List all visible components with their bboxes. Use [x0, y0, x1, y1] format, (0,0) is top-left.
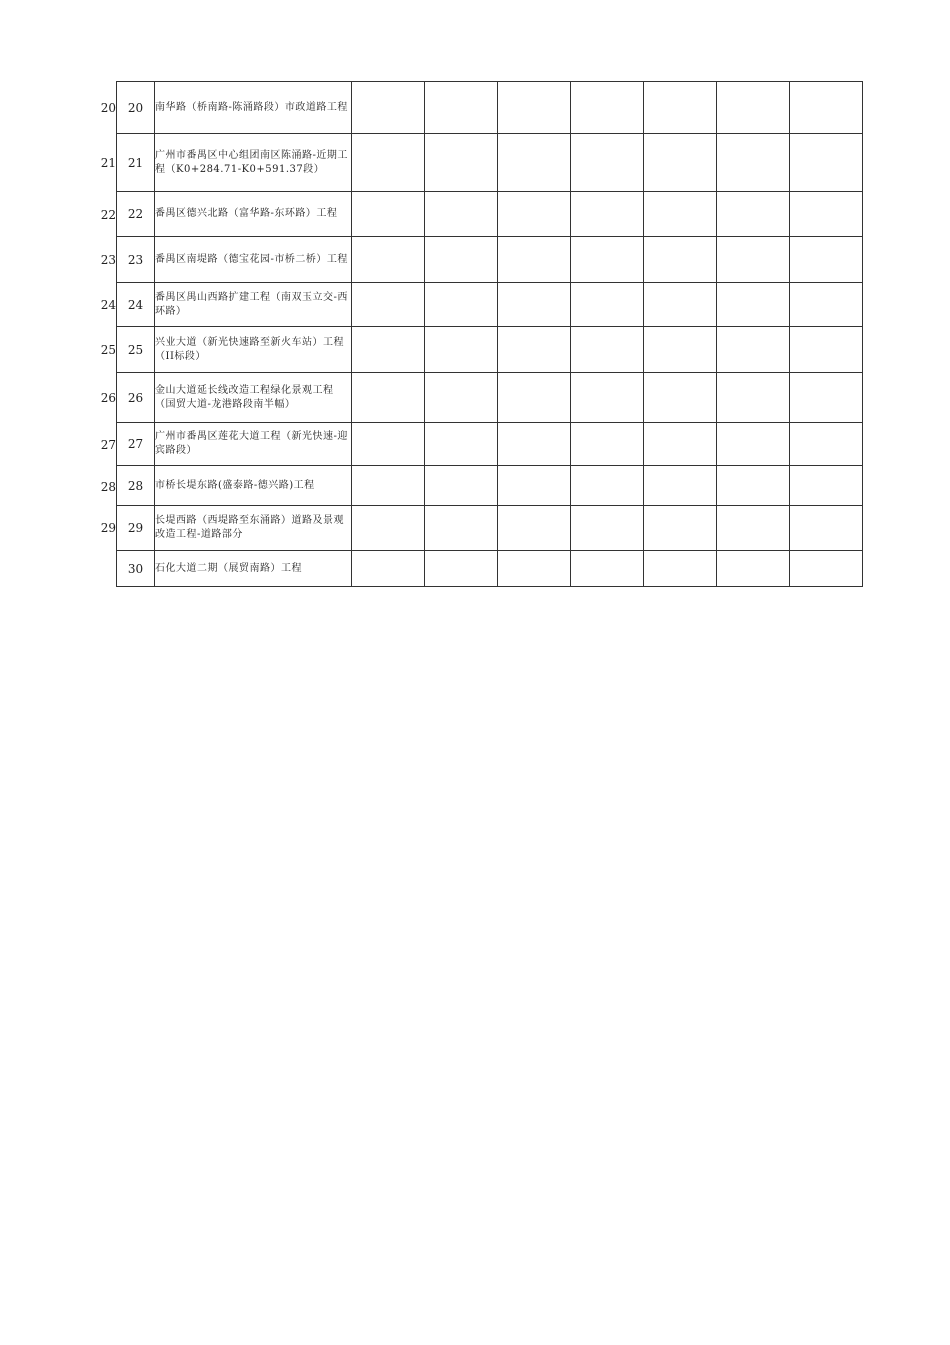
empty-cell: [790, 283, 863, 327]
row-index: 24: [117, 283, 155, 327]
empty-cell: [717, 192, 790, 237]
empty-cell: [425, 327, 498, 373]
row-index: 27: [117, 423, 155, 466]
empty-cell: [790, 327, 863, 373]
empty-cell: [571, 134, 644, 192]
empty-cell: [352, 283, 425, 327]
row-index: 29: [117, 506, 155, 551]
empty-cell: [790, 134, 863, 192]
table-row: [117, 283, 863, 327]
outer-row-number: 21: [100, 156, 116, 170]
empty-cell: [498, 423, 571, 466]
empty-cell: [644, 237, 717, 283]
project-name: 南华路（桥南路-陈涌路段）市政道路工程: [155, 82, 352, 134]
project-name: 市桥长堤东路(盛泰路-德兴路)工程: [155, 466, 352, 506]
empty-cell: [352, 192, 425, 237]
empty-cell: [644, 134, 717, 192]
empty-cell: [644, 82, 717, 134]
empty-cell: [790, 82, 863, 134]
empty-cell: [425, 192, 498, 237]
outer-row-number: 25: [100, 343, 116, 357]
empty-cell: [498, 466, 571, 506]
empty-cell: [498, 237, 571, 283]
empty-cell: [571, 466, 644, 506]
project-name: 番禺区禺山西路扩建工程（南双玉立交-西环路）: [155, 283, 352, 327]
empty-cell: [571, 192, 644, 237]
outer-row-number: 29: [100, 521, 116, 535]
empty-cell: [352, 327, 425, 373]
empty-cell: [717, 134, 790, 192]
empty-cell: [352, 373, 425, 423]
table-row: [117, 82, 863, 134]
empty-cell: [717, 327, 790, 373]
table-row: [117, 466, 863, 506]
empty-cell: [790, 237, 863, 283]
empty-cell: [352, 237, 425, 283]
empty-cell: [717, 373, 790, 423]
empty-cell: [352, 506, 425, 551]
empty-cell: [498, 192, 571, 237]
outer-row-number: 24: [100, 298, 116, 312]
project-name: 番禺区德兴北路（富华路-东环路）工程: [155, 192, 352, 237]
empty-cell: [790, 192, 863, 237]
table-row: [117, 373, 863, 423]
project-name: 长堤西路（西堤路至东涌路）道路及景观改造工程-道路部分: [155, 506, 352, 551]
empty-cell: [571, 506, 644, 551]
row-index: 28: [117, 466, 155, 506]
table-row: [117, 423, 863, 466]
empty-cell: [571, 237, 644, 283]
empty-cell: [644, 327, 717, 373]
empty-cell: [425, 506, 498, 551]
outer-row-number: 28: [100, 480, 116, 494]
row-index: 21: [117, 134, 155, 192]
empty-cell: [644, 423, 717, 466]
empty-cell: [790, 551, 863, 587]
empty-cell: [717, 551, 790, 587]
empty-cell: [644, 466, 717, 506]
empty-cell: [571, 373, 644, 423]
empty-cell: [717, 82, 790, 134]
empty-cell: [644, 506, 717, 551]
empty-cell: [425, 82, 498, 134]
empty-cell: [644, 283, 717, 327]
project-name: 番禺区南堤路（德宝花园-市桥二桥）工程: [155, 237, 352, 283]
empty-cell: [790, 466, 863, 506]
empty-cell: [498, 506, 571, 551]
table-row: [117, 551, 863, 587]
empty-cell: [425, 283, 498, 327]
empty-cell: [571, 327, 644, 373]
empty-cell: [352, 134, 425, 192]
project-name: 广州市番禺区中心组团南区陈涌路-近期工程（K0+284.71-K0+591.37段）: [155, 134, 352, 192]
project-name: 金山大道延长线改造工程绿化景观工程（国贸大道-龙港路段南半幅）: [155, 373, 352, 423]
empty-cell: [644, 551, 717, 587]
empty-cell: [498, 327, 571, 373]
table-row: [117, 506, 863, 551]
empty-cell: [717, 237, 790, 283]
empty-cell: [571, 423, 644, 466]
empty-cell: [498, 551, 571, 587]
empty-cell: [717, 283, 790, 327]
table-row: [117, 327, 863, 373]
outer-row-number: 26: [100, 391, 116, 405]
empty-cell: [498, 82, 571, 134]
project-table: [116, 81, 863, 587]
empty-cell: [790, 423, 863, 466]
empty-cell: [717, 466, 790, 506]
table-row: [117, 192, 863, 237]
row-index: 30: [117, 551, 155, 587]
outer-row-number: 23: [100, 253, 116, 267]
empty-cell: [352, 466, 425, 506]
empty-cell: [352, 82, 425, 134]
outer-row-number: 27: [100, 438, 116, 452]
outer-row-number: 22: [100, 208, 116, 222]
empty-cell: [571, 283, 644, 327]
empty-cell: [717, 506, 790, 551]
empty-cell: [790, 373, 863, 423]
empty-cell: [352, 551, 425, 587]
empty-cell: [425, 373, 498, 423]
table-row: [117, 237, 863, 283]
empty-cell: [425, 466, 498, 506]
row-index: 22: [117, 192, 155, 237]
empty-cell: [498, 283, 571, 327]
empty-cell: [644, 192, 717, 237]
row-index: 23: [117, 237, 155, 283]
empty-cell: [425, 134, 498, 192]
empty-cell: [790, 506, 863, 551]
project-name: 石化大道二期（展贸南路）工程: [155, 551, 352, 587]
project-name: 兴业大道（新光快速路至新火车站）工程（II标段）: [155, 327, 352, 373]
table-row: [117, 134, 863, 192]
row-index: 26: [117, 373, 155, 423]
empty-cell: [425, 551, 498, 587]
empty-cell: [498, 373, 571, 423]
empty-cell: [352, 423, 425, 466]
empty-cell: [571, 551, 644, 587]
empty-cell: [644, 373, 717, 423]
outer-row-number: 20: [100, 101, 116, 115]
empty-cell: [717, 423, 790, 466]
empty-cell: [425, 423, 498, 466]
empty-cell: [425, 237, 498, 283]
empty-cell: [571, 82, 644, 134]
row-index: 25: [117, 327, 155, 373]
project-name: 广州市番禺区莲花大道工程（新光快速-迎宾路段）: [155, 423, 352, 466]
row-index: 20: [117, 82, 155, 134]
empty-cell: [498, 134, 571, 192]
